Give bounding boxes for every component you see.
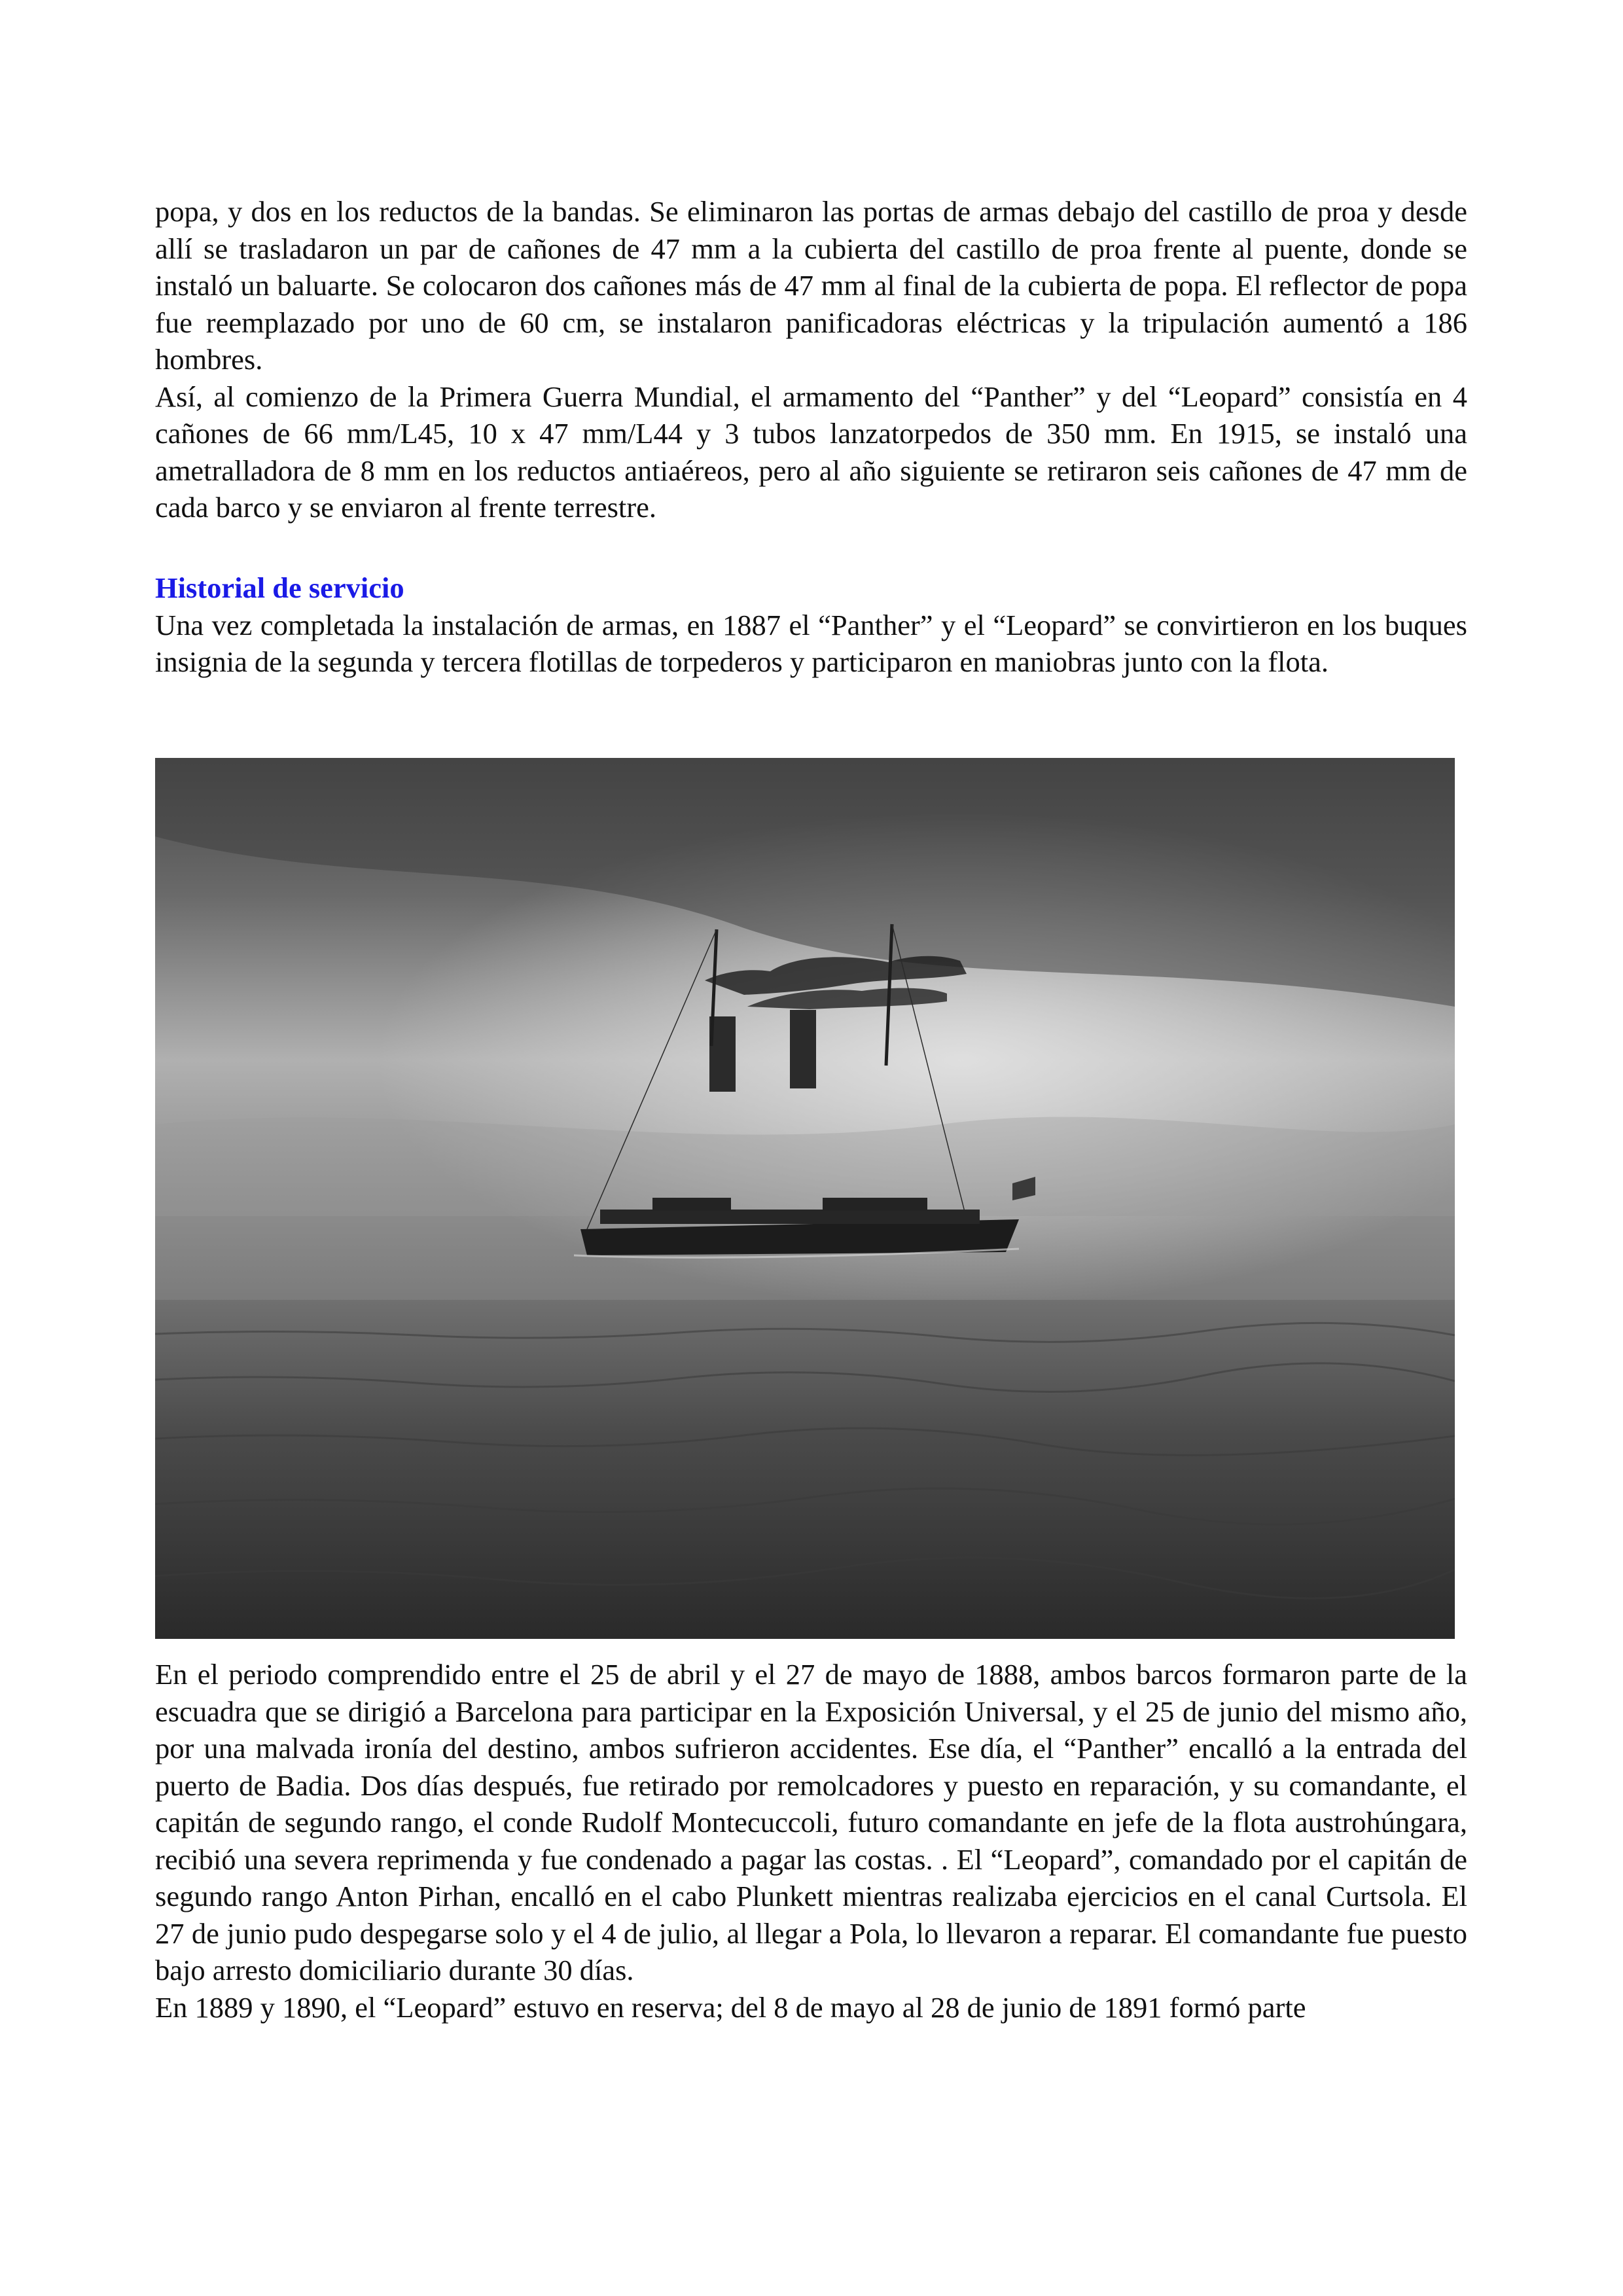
paragraph: Así, al comienzo de la Primera Guerra Mundial, el armamento del “Panther” y del “Leopard” consistía en 4 cañones de 66 mm/L45, 10 x 47 mm/L44 y 3 tubos lanzatorpedos de 350 mm. En 1915, se instaló una ametralladora de 8 mm en los reductos antiaéreos, pero al año siguiente se retiraron seis cañones de 47 mm de cada barco y se enviaron al frente terrestre. xyxy=(155,380,1467,524)
ship-photograph xyxy=(155,758,1455,1639)
paragraph: Una vez completada la instalación de armas, en 1887 el “Panther” y el “Leopard” se convirtieron en los buques insignia de la segunda y tercera flotillas de torpederos y participaron en maniobras junto con la flota. xyxy=(155,608,1467,678)
service-history-continued xyxy=(155,1656,1467,2026)
paragraph: En 1889 y 1890, el “Leopard” estuvo en reserva; del 8 de mayo al 28 de junio de 1891 formó parte xyxy=(155,1990,1306,2024)
paragraph: popa, y dos en los reductos de la bandas. Se eliminaron las portas de armas debajo del castillo de proa y desde allí se trasladaron un par de cañones de 47 mm a la cubierta del castillo de proa frente al puente, donde se instaló un baluarte. Se colocaron dos cañones más de 47 mm al final de la cubierta de popa. El reflector de popa fue reemplazado por uno de 60 cm, se instalaron panificadoras eléctricas y la tripulación aumentó a 186 hombres. xyxy=(155,195,1467,376)
section-heading: Historial de servicio xyxy=(155,571,404,604)
armament-text xyxy=(155,193,1467,526)
service-history-section xyxy=(155,569,1467,681)
paragraph: En el periodo comprendido entre el 25 de abril y el 27 de mayo de 1888, ambos barcos formaron parte de la escuadra que se dirigió a Barcelona para participar en la Exposición Universal, y el 25 de junio del mismo año, por una malvada ironía del destino, ambos sufrieron accidentes. Ese día, el “Panther” encalló a la entrada del puerto de Badia. Dos días después, fue retirado por remolcadores y puesto en reparación, y su comandante, el capitán de segundo rango, el conde Rudolf Montecuccoli, futuro comandante en jefe de la flota austrohúngara, recibió una severa reprimenda y fue condenado a pagar las costas. . El “Leopard”, comandado por el capitán de segundo rango Anton Pirhan, encalló en el cabo Plunkett mientras realizaba ejercicios en el canal Curtsola. El 27 de junio pudo despegarse solo y el 4 de julio, al llegar a Pola, lo llevaron a reparar. El comandante fue puesto bajo arresto domiciliario durante 30 días. xyxy=(155,1658,1467,1986)
